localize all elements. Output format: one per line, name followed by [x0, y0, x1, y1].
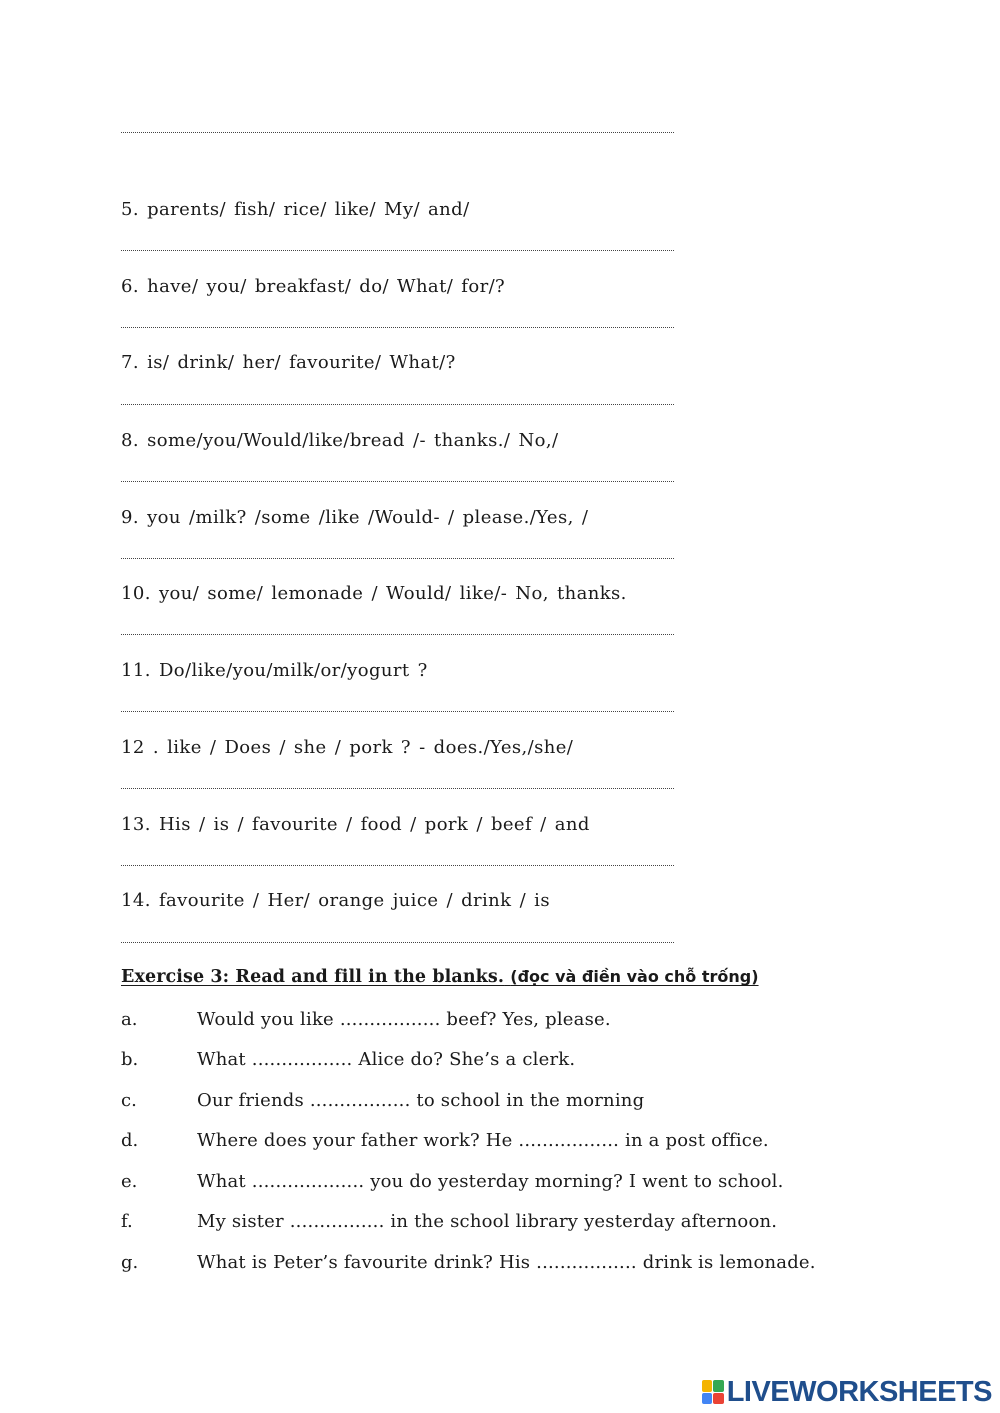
question-item — [121, 890, 550, 912]
question-text: have/ you/ breakfast/ do/ What/ for/? — [147, 276, 506, 297]
question-text: like / Does / she / pork ? - does./Yes,/she/ — [167, 737, 574, 758]
question-text: parents/ fish/ rice/ like/ My/ and/ — [147, 199, 470, 220]
fill-blank-sentence[interactable]: What is Peter’s favourite drink? His ................. drink is lemonade. — [197, 1252, 816, 1273]
question-item — [121, 352, 456, 374]
question-item — [121, 814, 590, 836]
question-item — [121, 276, 505, 298]
answer-line[interactable] — [121, 788, 674, 789]
fill-blank-sentence[interactable]: What ................. Alice do? She’s a clerk. — [197, 1049, 576, 1070]
item-letter: b. — [121, 1049, 139, 1070]
item-letter: f. — [121, 1211, 133, 1232]
question-item — [121, 660, 428, 682]
question-number: 6. — [121, 276, 139, 297]
item-letter: a. — [121, 1009, 138, 1030]
question-text: you /milk? /some /like /Would- / please./Yes, / — [147, 507, 589, 528]
question-number: 9. — [121, 507, 139, 528]
question-item — [121, 737, 573, 759]
exercise-3-title: Exercise 3: Read and fill in the blanks. — [121, 967, 505, 987]
question-item — [121, 507, 588, 529]
item-letter: c. — [121, 1090, 137, 1111]
question-number: 13. — [121, 814, 151, 835]
question-text: some/you/Would/like/bread /- thanks./ No,/ — [147, 430, 559, 451]
question-text: you/ some/ lemonade / Would/ like/- No, thanks. — [158, 583, 627, 604]
question-number: 8. — [121, 430, 139, 451]
fill-blank-sentence[interactable]: My sister ................ in the school library yesterday afternoon. — [197, 1211, 778, 1232]
item-letter: d. — [121, 1130, 139, 1151]
question-text: Do/like/you/milk/or/yogurt ? — [158, 660, 428, 681]
answer-line[interactable] — [121, 404, 674, 405]
question-number: 14. — [121, 890, 151, 911]
exercise-3-title-vietnamese: (đọc và điền vào chỗ trống) — [510, 967, 759, 986]
question-text: favourite / Her/ orange juice / drink / is — [158, 890, 550, 911]
answer-line[interactable] — [121, 711, 674, 712]
answer-line[interactable] — [121, 481, 674, 482]
answer-line[interactable] — [121, 558, 674, 559]
answer-line[interactable] — [121, 865, 674, 866]
question-number: 11. — [121, 660, 151, 681]
exercise-3-heading — [121, 967, 759, 987]
fill-blank-sentence[interactable]: Where does your father work? He ................. in a post office. — [197, 1130, 769, 1151]
question-text: is/ drink/ her/ favourite/ What/? — [147, 352, 456, 373]
question-item — [121, 583, 627, 605]
answer-line[interactable] — [121, 942, 674, 943]
question-text: His / is / favourite / food / pork / beef / and — [158, 814, 590, 835]
fill-blank-sentence[interactable]: What ................... you do yesterday morning? I went to school. — [197, 1171, 784, 1192]
item-letter: e. — [121, 1171, 138, 1192]
question-number: 5. — [121, 199, 139, 220]
answer-line[interactable] — [121, 250, 674, 251]
logo-text: LIVEWORKSHEETS — [726, 1375, 992, 1408]
fill-blank-sentence[interactable]: Would you like ................. beef? Yes, please. — [197, 1009, 611, 1030]
answer-line[interactable] — [121, 634, 674, 635]
question-item — [121, 199, 470, 221]
question-item — [121, 430, 558, 452]
question-number: 12 . — [121, 737, 159, 758]
item-letter: g. — [121, 1252, 139, 1273]
fill-blank-sentence[interactable]: Our friends ................. to school in the morning — [197, 1090, 645, 1111]
question-number: 10. — [121, 583, 151, 604]
answer-line[interactable] — [121, 327, 674, 328]
answer-line[interactable] — [121, 132, 674, 133]
liveworksheets-logo — [702, 1375, 992, 1409]
liveworksheets-logo-icon — [702, 1380, 724, 1404]
question-number: 7. — [121, 352, 139, 373]
